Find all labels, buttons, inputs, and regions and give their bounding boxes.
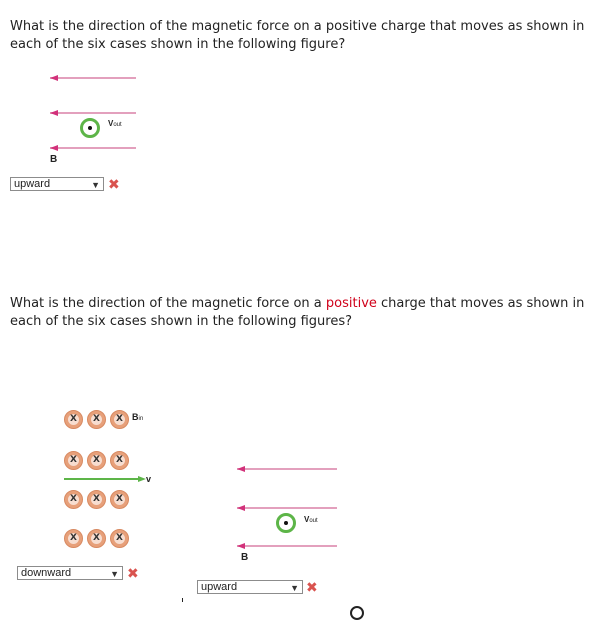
- charge-out-of-page-icon: [276, 513, 296, 533]
- field-into-page-icon: X: [87, 410, 106, 429]
- field-b-label: B: [241, 552, 249, 563]
- answer-3-value: upward: [201, 581, 238, 593]
- highlight-positive: positive: [325, 296, 377, 311]
- field-into-page-icon: X: [87, 529, 106, 548]
- field-arrow-icon: [50, 110, 58, 116]
- field-into-page-icon: X: [64, 410, 83, 429]
- field-into-page-icon: X: [110, 529, 129, 548]
- field-arrow-icon: [237, 505, 245, 511]
- incorrect-icon: ✖: [108, 177, 120, 193]
- velocity-label: v: [146, 474, 152, 484]
- field-into-page-icon: X: [110, 490, 129, 509]
- velocity-label: Vout: [108, 119, 122, 128]
- velocity-line: [64, 478, 142, 480]
- field-line: [237, 507, 337, 509]
- field-line: [50, 77, 136, 79]
- incorrect-icon: ✖: [127, 566, 139, 582]
- field-arrow-icon: [50, 145, 58, 151]
- field-line: [237, 468, 337, 470]
- field-b-label: B: [50, 154, 58, 165]
- cursor-circle-icon: [350, 606, 364, 620]
- incorrect-icon: ✖: [306, 580, 318, 596]
- chevron-down-icon: ▼: [110, 569, 119, 579]
- answer-1-select[interactable]: [10, 177, 104, 191]
- field-arrow-icon: [50, 75, 58, 81]
- charge-out-of-page-icon: [80, 118, 100, 138]
- chevron-down-icon: ▼: [290, 583, 299, 593]
- answer-2-value: downward: [21, 567, 72, 579]
- field-into-page-icon: X: [64, 529, 83, 548]
- question-1-text: What is the direction of the magnetic force on a positive charge that moves as shown in each of the six cases shown in the following figure?: [10, 19, 585, 52]
- velocity-arrow-icon: [138, 476, 146, 482]
- field-line: [50, 147, 136, 149]
- field-arrow-icon: [237, 543, 245, 549]
- answer-1-value: upward: [14, 178, 51, 190]
- field-into-page-icon: X: [64, 451, 83, 470]
- text-caret: [182, 598, 183, 602]
- field-line: [50, 112, 136, 114]
- question-2-text: What is the direction of the magnetic force on a positive charge that moves as shown in each of the six cases shown in the following figures?: [10, 296, 585, 329]
- velocity-label: Vout: [304, 515, 318, 524]
- answer-2-select[interactable]: [17, 566, 123, 580]
- field-into-page-icon: X: [64, 490, 83, 509]
- field-into-page-icon: X: [110, 410, 129, 429]
- field-b-in-label: Bin: [132, 412, 144, 422]
- chevron-down-icon: ▼: [91, 180, 100, 190]
- field-line: [237, 545, 337, 547]
- field-into-page-icon: X: [87, 451, 106, 470]
- answer-3-select[interactable]: [197, 580, 303, 594]
- field-arrow-icon: [237, 466, 245, 472]
- field-into-page-icon: X: [110, 451, 129, 470]
- field-into-page-icon: X: [87, 490, 106, 509]
